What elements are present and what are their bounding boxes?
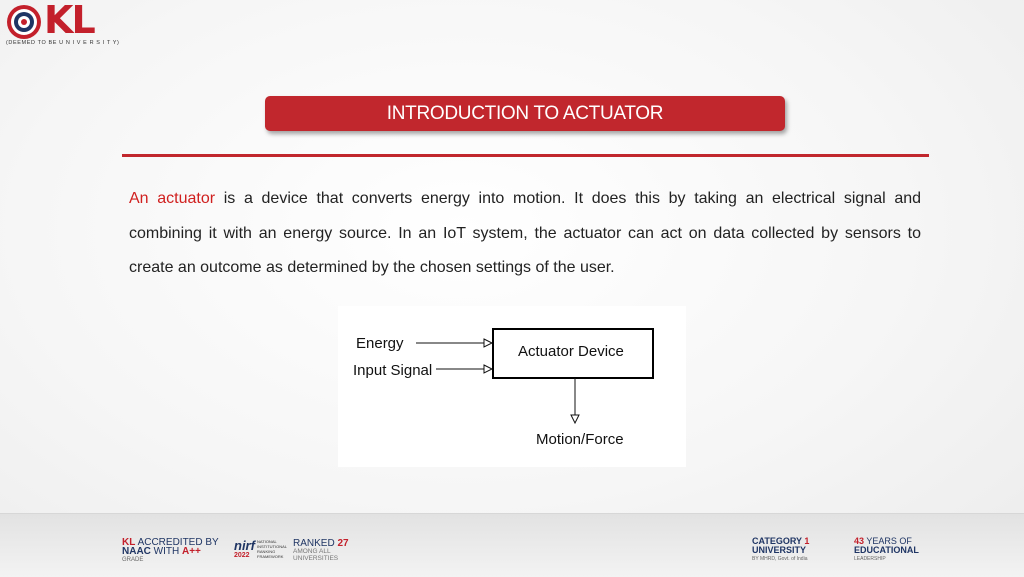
slide-title-banner: [265, 96, 785, 131]
energy-arrowhead-icon: [484, 339, 492, 347]
logo-wordmark: KL: [44, 0, 94, 42]
nirf-logo: [234, 538, 290, 560]
input-signal-arrowhead-icon: [484, 365, 492, 373]
accr-line1: ACCREDITED BY: [135, 537, 219, 548]
years-number: 43: [854, 536, 865, 546]
years-educational: EDUCATIONAL: [854, 545, 919, 555]
intro-term: An actuator: [129, 190, 216, 207]
category-badge: [752, 537, 809, 564]
nirf-framework-text: NATIONAL INSTITUTIONAL RANKING FRAMEWORK: [257, 539, 287, 559]
naac-accreditation: [122, 538, 219, 565]
accr-with: WITH: [150, 546, 182, 557]
actuator-diagram: [338, 306, 686, 467]
category-university: UNIVERSITY: [752, 545, 807, 555]
footer-bar: [0, 513, 1024, 577]
category-number: 1: [804, 536, 810, 546]
years-leadership: LEADERSHIP: [854, 556, 886, 562]
years-badge: [854, 537, 919, 564]
rank-number: 27: [337, 538, 349, 549]
intro-text: is a device that converts energy into motion. It does this by taking an electrical signal and combining it with an energy source. In an IoT system, the actuator can act on data collected by sensors to create an outcome as determined by the chosen settings of the user.: [129, 190, 922, 276]
slide-title: INTRODUCTION TO ACTUATOR: [386, 102, 664, 124]
actuator-diagram-graphic: [338, 306, 686, 467]
years-word: YEARS OF: [864, 536, 912, 546]
actuator-device-label: Actuator Device: [518, 343, 624, 360]
nirf-year: 2022: [234, 552, 250, 559]
accr-naac: NAAC: [122, 546, 151, 557]
kl-university-logo: [4, 0, 120, 50]
category-sub: BY MHRD, Govt. of India: [752, 556, 808, 562]
motion-force-label: Motion/Force: [536, 431, 624, 448]
university-emblem-icon: [6, 4, 42, 40]
nirf-wordmark: nirf: [234, 538, 255, 553]
input-signal-label: Input Signal: [353, 362, 433, 379]
title-divider: [122, 154, 929, 157]
nirf-ranking: [293, 539, 349, 562]
rank-sub1: AMONG ALL: [293, 548, 331, 555]
intro-paragraph: [129, 182, 921, 286]
rank-sub2: UNIVERSITIES: [293, 555, 339, 562]
accr-grade-word: GRADE: [122, 557, 144, 563]
category-word: CATEGORY: [752, 536, 805, 546]
energy-label: Energy: [356, 335, 404, 352]
output-arrowhead-icon: [571, 415, 579, 423]
accr-grade: A++: [182, 546, 201, 557]
ranked-label: RANKED: [293, 538, 338, 549]
logo-tagline: (DEEMED TO BE U N I V E R S I T Y): [6, 40, 120, 46]
accr-kl: KL: [122, 537, 136, 548]
